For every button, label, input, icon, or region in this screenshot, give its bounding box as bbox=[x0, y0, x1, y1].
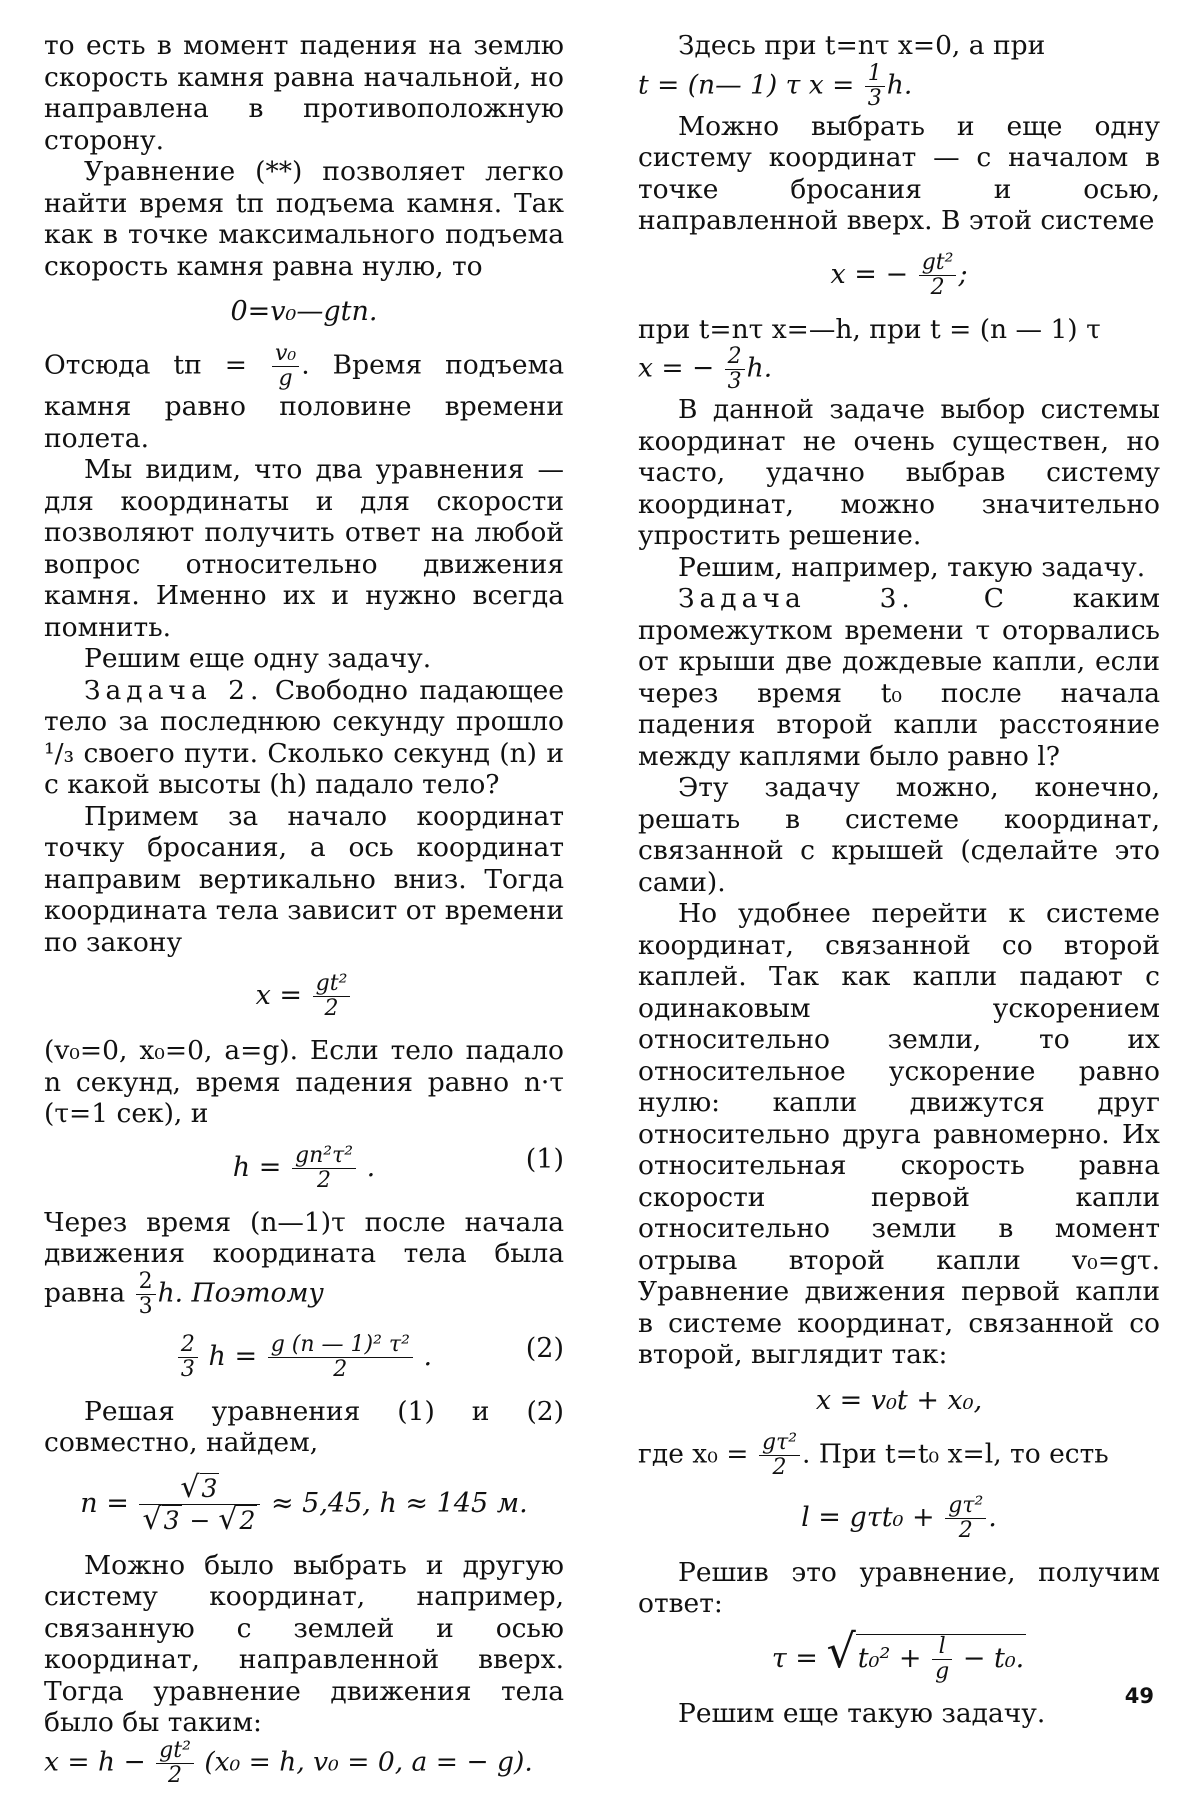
paragraph: Через время (n—1)τ после начала движения координата тела была равна $\frac{2}{3}$ h. Поэтому bbox=[44, 1206, 564, 1319]
paragraph: Решим, например, такую задачу. bbox=[678, 551, 1146, 583]
paragraph: где x₀ = $\frac{\text{gτ²}}{2}$ . При t=t₀ x=l, то есть bbox=[638, 1429, 1109, 1480]
paragraph: Можно выбрать и еще одну систему координат — с началом в точке бросания и осью, направленной вверх. В этой системе bbox=[638, 110, 1160, 236]
paragraph: то есть в момент падения на землю скорость камня равна начальной, но направлена в противоположную сторону. bbox=[44, 30, 564, 156]
paragraph: Мы видим, что два уравнения — для координаты и для скорости позволяют получить ответ на любой вопрос относительно движения камня. Именно их и нужно всегда помнить. bbox=[44, 454, 564, 643]
equation-1: h = $\frac{\text{gn²τ²}}{2}$ . (1) bbox=[232, 1142, 564, 1193]
problem-2: Задача 2. Свободно падающее тело за последнюю секунду прошло ¹/₃ своего пути. Сколько секунд (n) и с какой высоты (h) падало тело? bbox=[44, 674, 564, 800]
page-number: 49 bbox=[1124, 1684, 1154, 1708]
paragraph: (v₀=0, x₀=0, a=g). Если тело падало n секунд, время падения равно n·τ (τ=1 сек), и bbox=[44, 1035, 564, 1129]
equation: x = − $\frac{\text{gt²}}{2}$ ; bbox=[830, 249, 968, 300]
equation: x = $\frac{\text{gt²}}{2}$ bbox=[44, 972, 564, 1021]
equation: n = $\frac{√3}{√3 - √2}$ ≈ 5,45, h ≈ 145 м. bbox=[80, 1469, 528, 1537]
paragraph: Решая уравнения (1) и (2) совместно, найдем, bbox=[44, 1395, 564, 1458]
paragraph: В данной задаче выбор системы координат не очень существен, но часто, удачно выбрав систему координат, можно значительно упростить решение. bbox=[638, 394, 1160, 551]
left-column bbox=[44, 30, 564, 1788]
problem-3: Задача 3. С каким промежутком времени τ оторвались от крыши две дождевые капли, если через время t₀ после начала падения второй капли расстояние между каплями было равно l? bbox=[638, 583, 1160, 772]
paragraph: t = (n— 1) τ x = $\frac{1}{3}$ h. bbox=[638, 60, 913, 111]
paragraph: Можно было выбрать и другую систему координат, например, связанную с землей и осью координат, направленной вверх. Тогда уравнение движения тела было бы таким: bbox=[44, 1549, 564, 1738]
paragraph: Здесь при t=nτ x=0, а при bbox=[678, 30, 1046, 61]
paragraph: Решим еще такую задачу. bbox=[678, 1697, 1046, 1729]
paragraph: Решим еще одну задачу. bbox=[84, 643, 432, 674]
paragraph: Решив это уравнение, получим ответ: bbox=[638, 1556, 1160, 1619]
equation: 0=v₀—gtп. bbox=[230, 296, 378, 327]
paragraph: Примем за начало координат точку бросания, а ось координат направим вертикально вниз. Тогда координата тела зависит от времени по закону bbox=[44, 800, 564, 958]
paragraph: Уравнение (**) позволяет легко найти время tп подъема камня. Так как в точке максимального подъема скорость камня равна нулю, то bbox=[44, 156, 564, 282]
equation-2: $\frac{2}{3}$ h = $\frac{\text{g (n — 1)² τ²}}{2}$ . (2) bbox=[44, 1333, 564, 1382]
equation: x = v₀t + x₀, bbox=[815, 1384, 983, 1416]
equation: τ = √t₀² + $\frac{l}{g}$ − t₀. bbox=[771, 1623, 1025, 1684]
equation: l = gτt₀ + $\frac{\text{gτ²}}{2}$ . bbox=[801, 1492, 997, 1543]
paragraph: Эту задачу можно, конечно, решать в системе координат, связанной с крышей (сделайте это сами). bbox=[638, 772, 1160, 898]
equation: x = h − $\frac{\text{gt²}}{2}$ (x₀ = h, v₀ = 0, a = − g). bbox=[44, 1737, 533, 1788]
paragraph: Отсюда tп = $\frac{\text{v₀}}{g}$ . Время подъема камня равно половине времени полета. bbox=[44, 341, 564, 454]
paragraph: Но удобнее перейти к системе координат, связанной со второй каплей. Так как капли падают с одинаковым ускорением относительно земли, то их относительное ускорение равно нулю: капли движутся друг относительно друга равномерно. Их относительная скорость равна скорости первой капли относительно земли в момент отрыва второй капли v₀=gτ. Уравнение движения первой капли в системе координат, связанной со второй, выглядит так: bbox=[638, 898, 1160, 1370]
right-column bbox=[638, 30, 1160, 1729]
paragraph: при t=nτ x=—h, при t = (n — 1) τ bbox=[638, 313, 1101, 345]
paragraph: x = − $\frac{2}{3}$ h. bbox=[638, 344, 773, 394]
